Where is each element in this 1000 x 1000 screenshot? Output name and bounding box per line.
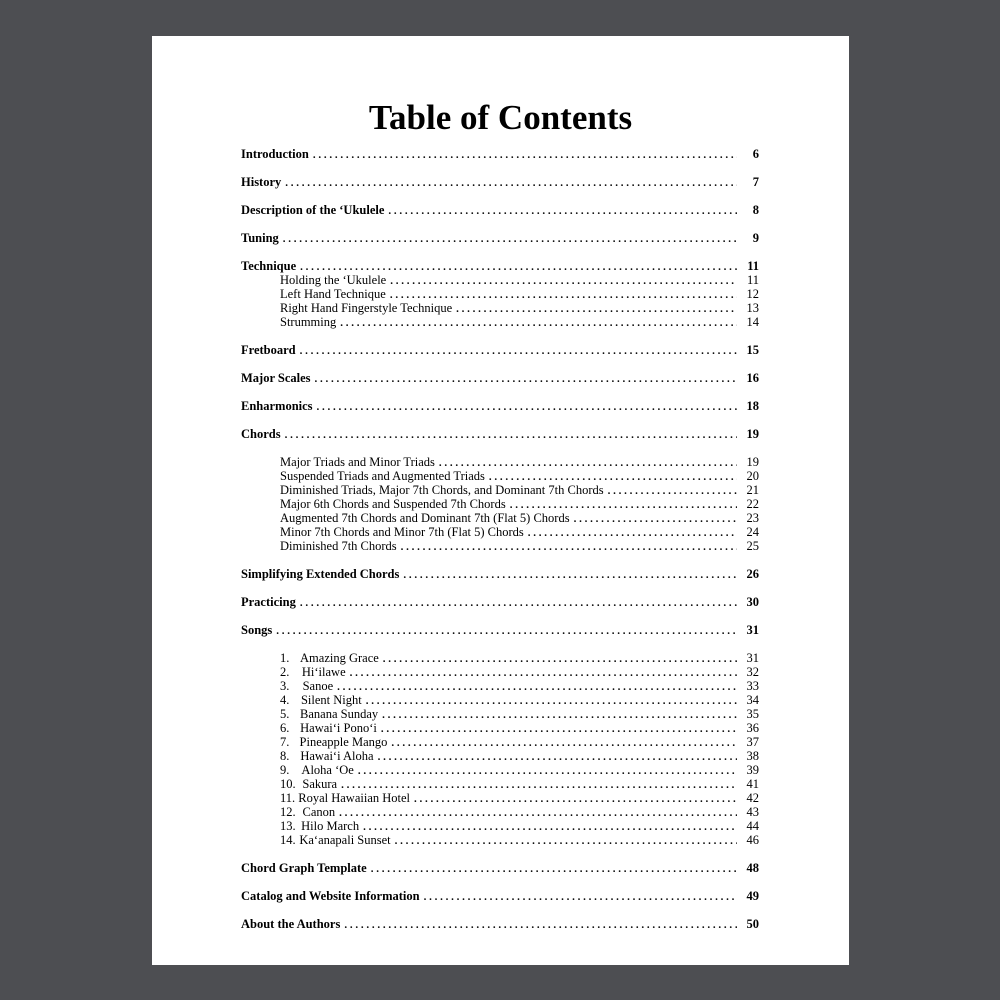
dot-leader bbox=[510, 497, 737, 512]
toc-entry-label: Chords bbox=[241, 427, 281, 441]
toc-entry-label: Augmented 7th Chords and Dominant 7th (Flat 5) Chords bbox=[280, 511, 570, 525]
dot-leader bbox=[608, 483, 737, 498]
toc-song-entry[interactable] bbox=[241, 721, 759, 735]
dot-leader bbox=[439, 455, 737, 470]
dot-leader bbox=[366, 693, 737, 708]
toc-entry-label: History bbox=[241, 175, 282, 189]
toc-song-entry[interactable] bbox=[241, 693, 759, 707]
toc-entry-major-scales[interactable] bbox=[241, 371, 759, 385]
toc-page-number: 23 bbox=[746, 511, 759, 525]
toc-entry-label: Hawai‘i Aloha bbox=[300, 749, 374, 763]
dot-leader bbox=[383, 651, 737, 666]
dot-leader bbox=[285, 175, 737, 190]
song-number: 2. bbox=[280, 665, 290, 679]
toc-page-number: 14 bbox=[746, 315, 759, 329]
toc-song-entry[interactable] bbox=[241, 763, 759, 777]
toc-entry-description[interactable] bbox=[241, 203, 759, 217]
toc-page-number: 24 bbox=[746, 525, 759, 539]
toc-entry-label: Songs bbox=[241, 623, 273, 637]
toc-subentry[interactable] bbox=[241, 539, 759, 553]
toc-song-entry[interactable] bbox=[241, 707, 759, 721]
dot-leader bbox=[381, 721, 737, 736]
toc-subentry[interactable] bbox=[241, 301, 759, 315]
toc-entry-label: Hawai‘i Pono‘i bbox=[300, 721, 377, 735]
toc-entry-label: Simplifying Extended Chords bbox=[241, 567, 400, 581]
toc-page-number: 34 bbox=[746, 693, 759, 707]
song-number: 11. bbox=[280, 791, 296, 805]
dot-leader bbox=[388, 203, 737, 218]
toc-entry-label: Ka‘anapali Sunset bbox=[299, 833, 391, 847]
toc-entry-label: Sakura bbox=[302, 777, 338, 791]
toc-entry-label: Aloha ‘Oe bbox=[301, 763, 354, 777]
toc-page-number: 46 bbox=[746, 833, 759, 847]
toc-entry-label: Major 6th Chords and Suspended 7th Chords bbox=[280, 497, 506, 511]
dot-leader bbox=[414, 791, 737, 806]
toc-page-number: 8 bbox=[752, 203, 759, 217]
toc-entry-label: Holding the ‘Ukulele bbox=[280, 273, 387, 287]
toc-page-number: 13 bbox=[746, 301, 759, 315]
toc-entry-enharmonics[interactable] bbox=[241, 399, 759, 413]
toc-page-number: 32 bbox=[746, 665, 759, 679]
dot-leader bbox=[340, 315, 737, 330]
toc-page-number: 35 bbox=[746, 707, 759, 721]
song-number: 7. bbox=[280, 735, 290, 749]
toc-page-number: 50 bbox=[746, 917, 759, 931]
dot-leader bbox=[344, 917, 737, 932]
toc-entry-label: Tuning bbox=[241, 231, 279, 245]
toc-page-number: 7 bbox=[752, 175, 759, 189]
toc-entry-label: Practicing bbox=[241, 595, 296, 609]
dot-leader bbox=[339, 805, 737, 820]
toc-entry-chord-graph[interactable] bbox=[241, 861, 759, 875]
toc-entry-label: Pineapple Mango bbox=[299, 735, 388, 749]
toc-page-number: 19 bbox=[746, 427, 759, 441]
toc-page-number: 39 bbox=[746, 763, 759, 777]
dot-leader bbox=[341, 777, 737, 792]
toc-entry-label: Suspended Triads and Augmented Triads bbox=[280, 469, 485, 483]
dot-leader bbox=[313, 147, 737, 162]
dot-leader bbox=[395, 833, 737, 848]
toc-subentry[interactable] bbox=[241, 497, 759, 511]
toc-subentry[interactable] bbox=[241, 287, 759, 301]
toc-entry-simplifying[interactable] bbox=[241, 567, 759, 581]
toc-song-entry[interactable] bbox=[241, 679, 759, 693]
toc-page-number: 43 bbox=[746, 805, 759, 819]
dot-leader bbox=[317, 399, 737, 414]
toc-entry-label: Silent Night bbox=[300, 693, 362, 707]
toc-page-number: 41 bbox=[746, 777, 759, 791]
song-number: 10. bbox=[280, 777, 296, 791]
toc-entry-label: Hilo March bbox=[301, 819, 360, 833]
toc-entry-label: Right Hand Fingerstyle Technique bbox=[280, 301, 453, 315]
dot-leader bbox=[371, 861, 737, 876]
dot-leader bbox=[574, 511, 737, 526]
toc-page-number: 22 bbox=[746, 497, 759, 511]
dot-leader bbox=[403, 567, 737, 582]
toc-page-number: 20 bbox=[746, 469, 759, 483]
dot-leader bbox=[424, 889, 737, 904]
toc-page-number: 11 bbox=[746, 273, 759, 287]
toc-page-number: 19 bbox=[746, 455, 759, 469]
toc-song-entry[interactable] bbox=[241, 749, 759, 763]
song-number: 6. bbox=[280, 721, 290, 735]
toc-song-entry[interactable] bbox=[241, 833, 759, 847]
toc-entry-label: About the Authors bbox=[241, 917, 341, 931]
toc-song-entry[interactable] bbox=[241, 819, 759, 833]
toc-entry-label: Canon bbox=[302, 805, 336, 819]
dot-leader bbox=[276, 623, 737, 638]
toc-page-number: 18 bbox=[746, 399, 759, 413]
table-of-contents bbox=[241, 147, 759, 931]
toc-page-number: 36 bbox=[746, 721, 759, 735]
toc-entry-label: Left Hand Technique bbox=[280, 287, 386, 301]
toc-song-entry[interactable] bbox=[241, 777, 759, 791]
toc-page-number: 11 bbox=[747, 259, 759, 273]
dot-leader bbox=[300, 259, 737, 274]
toc-entry-label: Catalog and Website Information bbox=[241, 889, 420, 903]
dot-leader bbox=[456, 301, 737, 316]
toc-subentry[interactable] bbox=[241, 483, 759, 497]
toc-entry-label: Major Triads and Minor Triads bbox=[280, 455, 435, 469]
toc-entry-technique[interactable] bbox=[241, 259, 759, 273]
toc-subentry[interactable] bbox=[241, 315, 759, 329]
toc-entry-label: Chord Graph Template bbox=[241, 861, 367, 875]
toc-entry-label: Diminished 7th Chords bbox=[280, 539, 397, 553]
song-number: 3. bbox=[280, 679, 290, 693]
dot-leader bbox=[315, 371, 737, 386]
toc-song-entry[interactable] bbox=[241, 735, 759, 749]
toc-page-number: 12 bbox=[746, 287, 759, 301]
dot-leader bbox=[382, 707, 737, 722]
dot-leader bbox=[283, 231, 737, 246]
toc-page-number: 33 bbox=[746, 679, 759, 693]
toc-entry-catalog[interactable] bbox=[241, 889, 759, 903]
page-title: Table of Contents bbox=[368, 98, 633, 137]
toc-entry-label: Sanoe bbox=[302, 679, 334, 693]
toc-entry-label: Technique bbox=[241, 259, 297, 273]
dot-leader bbox=[358, 763, 737, 778]
toc-page-number: 31 bbox=[746, 651, 759, 665]
song-number: 5. bbox=[280, 707, 290, 721]
toc-entry-label: Enharmonics bbox=[241, 399, 313, 413]
toc-entry-label: Royal Hawaiian Hotel bbox=[298, 791, 411, 805]
toc-song-entry[interactable] bbox=[241, 665, 759, 679]
toc-page-number: 30 bbox=[746, 595, 759, 609]
toc-song-entry[interactable] bbox=[241, 805, 759, 819]
toc-page-number: 31 bbox=[746, 623, 759, 637]
toc-entry-label: Minor 7th Chords and Minor 7th (Flat 5) Chords bbox=[280, 525, 524, 539]
toc-subentry[interactable] bbox=[241, 511, 759, 525]
toc-entry-practicing[interactable] bbox=[241, 595, 759, 609]
toc-subentry[interactable] bbox=[241, 455, 759, 469]
toc-entry-songs[interactable] bbox=[241, 623, 759, 637]
toc-page-number: 15 bbox=[746, 343, 759, 357]
toc-entry-history[interactable] bbox=[241, 175, 759, 189]
song-number: 14. bbox=[280, 833, 296, 847]
toc-entry-label: Hi‘ilawe bbox=[301, 665, 346, 679]
dot-leader bbox=[401, 539, 737, 554]
dot-leader bbox=[528, 525, 737, 540]
toc-page-number: 38 bbox=[746, 749, 759, 763]
song-number: 4. bbox=[280, 693, 290, 707]
dot-leader bbox=[391, 735, 737, 750]
toc-entry-chords[interactable] bbox=[241, 427, 759, 441]
toc-subentry[interactable] bbox=[241, 273, 759, 287]
toc-page-number: 42 bbox=[746, 791, 759, 805]
toc-entry-label: Strumming bbox=[280, 315, 337, 329]
dot-leader bbox=[350, 665, 737, 680]
dot-leader bbox=[337, 679, 737, 694]
dot-leader bbox=[300, 595, 737, 610]
dot-leader bbox=[378, 749, 737, 764]
song-number: 9. bbox=[280, 763, 290, 777]
toc-entry-fretboard[interactable] bbox=[241, 343, 759, 357]
dot-leader bbox=[390, 287, 737, 302]
toc-entry-label: Amazing Grace bbox=[300, 651, 379, 665]
dot-leader bbox=[300, 343, 737, 358]
toc-song-entry[interactable] bbox=[241, 651, 759, 665]
toc-page-number: 25 bbox=[746, 539, 759, 553]
toc-page-number: 6 bbox=[752, 147, 759, 161]
toc-page-number: 21 bbox=[746, 483, 759, 497]
toc-page-number: 49 bbox=[746, 889, 759, 903]
toc-entry-about[interactable] bbox=[241, 917, 759, 931]
toc-song-entry[interactable] bbox=[241, 791, 759, 805]
toc-entry-label: Major Scales bbox=[241, 371, 311, 385]
toc-entry-label: Diminished Triads, Major 7th Chords, and Dominant 7th Chords bbox=[280, 483, 604, 497]
toc-page-number: 26 bbox=[746, 567, 759, 581]
toc-entry-label: Banana Sunday bbox=[300, 707, 379, 721]
toc-entry-label: Introduction bbox=[241, 147, 309, 161]
dot-leader bbox=[363, 819, 737, 834]
toc-entry-tuning[interactable] bbox=[241, 231, 759, 245]
toc-subentry[interactable] bbox=[241, 469, 759, 483]
dot-leader bbox=[489, 469, 737, 484]
song-number: 13. bbox=[280, 819, 296, 833]
toc-entry-label: Fretboard bbox=[241, 343, 296, 357]
toc-page-number: 48 bbox=[746, 861, 759, 875]
toc-page-number: 9 bbox=[752, 231, 759, 245]
dot-leader bbox=[390, 273, 737, 288]
song-number: 12. bbox=[280, 805, 296, 819]
document-page bbox=[152, 36, 849, 965]
song-number: 8. bbox=[280, 749, 290, 763]
toc-entry-introduction[interactable] bbox=[241, 147, 759, 161]
dot-leader bbox=[285, 427, 737, 442]
toc-page-number: 44 bbox=[746, 819, 759, 833]
toc-entry-label: Description of the ‘Ukulele bbox=[241, 203, 385, 217]
toc-page-number: 37 bbox=[746, 735, 759, 749]
toc-page-number: 16 bbox=[746, 371, 759, 385]
toc-subentry[interactable] bbox=[241, 525, 759, 539]
song-number: 1. bbox=[280, 651, 290, 665]
